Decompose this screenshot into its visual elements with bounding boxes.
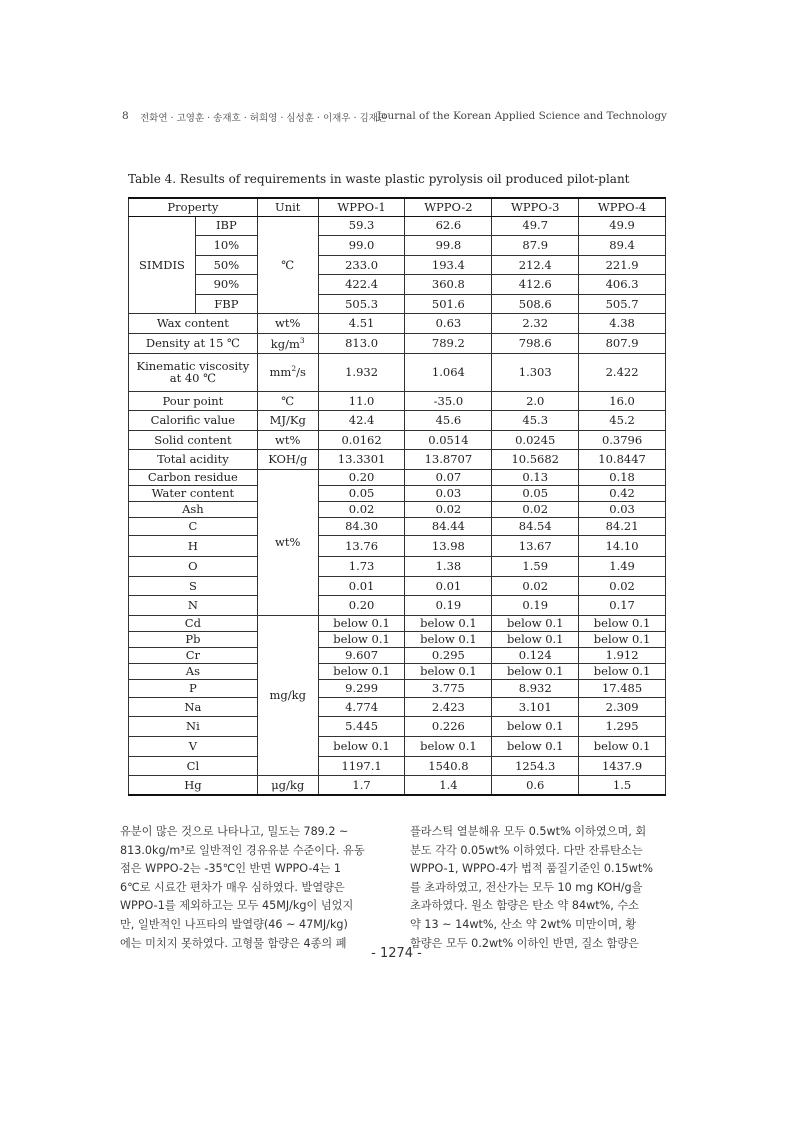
- cell: 0.3796: [579, 430, 666, 450]
- cell: 0.295: [405, 647, 492, 663]
- table-row: [129, 679, 666, 697]
- cell: 1.38: [405, 557, 492, 577]
- simdis-sub-label: 50%: [195, 255, 257, 275]
- unit-base: mm: [269, 365, 292, 380]
- table-row: [129, 255, 666, 275]
- property-label: Ash: [129, 502, 258, 518]
- cell: 1437.9: [579, 756, 666, 776]
- property-label: [129, 353, 258, 391]
- cell: 13.67: [492, 536, 579, 557]
- simdis-sub-label: 10%: [195, 236, 257, 256]
- cell: 84.44: [405, 518, 492, 536]
- cell: 3.775: [405, 679, 492, 697]
- table-row: [129, 450, 666, 470]
- cell: 422.4: [318, 275, 405, 295]
- text-line: 만, 일반적인 나프타의 발열량(46 ~ 47MJ/kg): [120, 917, 348, 931]
- cell: 0.03: [579, 502, 666, 518]
- table-row: [129, 631, 666, 647]
- text-line: 6℃로 시료간 편차가 매우 심하였다. 발열량은: [120, 880, 345, 894]
- header-property: Property: [129, 198, 258, 216]
- text-line: 약 13 ~ 14wt%, 산소 약 2wt% 미만이며, 황: [410, 917, 637, 931]
- cell: below 0.1: [579, 663, 666, 679]
- cell: 501.6: [405, 294, 492, 314]
- cell: 1.912: [579, 647, 666, 663]
- cell: 0.226: [405, 717, 492, 737]
- cell: below 0.1: [318, 631, 405, 647]
- table-row: [129, 430, 666, 450]
- cell: 0.02: [318, 502, 405, 518]
- cell: 233.0: [318, 255, 405, 275]
- cell: below 0.1: [492, 615, 579, 631]
- cell: 505.3: [318, 294, 405, 314]
- table-row: [129, 536, 666, 557]
- property-label: N: [129, 596, 258, 616]
- cell: below 0.1: [318, 737, 405, 757]
- text-line: 분도 각각 0.05wt% 이하였다. 다만 잔류탄소는: [410, 843, 643, 857]
- property-label: Carbon residue: [129, 470, 258, 486]
- cell: 13.3301: [318, 450, 405, 470]
- text-line: 를 초과하였고, 전산가는 모두 10 mg KOH/g을: [410, 880, 643, 894]
- cell: 1.064: [405, 353, 492, 391]
- table-row: [129, 470, 666, 486]
- cell: 45.3: [492, 411, 579, 431]
- header-sample: WPPO-4: [579, 198, 666, 216]
- simdis-sub-label: FBP: [195, 294, 257, 314]
- cell: 0.02: [405, 502, 492, 518]
- cell: 1.59: [492, 557, 579, 577]
- cell: 0.01: [405, 576, 492, 596]
- unit-tail: /s: [296, 365, 306, 380]
- table-row: [129, 756, 666, 776]
- table-row: [129, 647, 666, 663]
- header-sample: WPPO-2: [405, 198, 492, 216]
- cell: 0.13: [492, 470, 579, 486]
- cell: 0.07: [405, 470, 492, 486]
- table-row: [129, 717, 666, 737]
- cell: 9.299: [318, 679, 405, 697]
- cell: 59.3: [318, 216, 405, 236]
- cell: 2.0: [492, 391, 579, 411]
- cell: 0.02: [492, 502, 579, 518]
- cell: 45.2: [579, 411, 666, 431]
- property-label: Pb: [129, 631, 258, 647]
- cell: 45.6: [405, 411, 492, 431]
- table-row: [129, 776, 666, 796]
- cell: 10.5682: [492, 450, 579, 470]
- cell: 13.8707: [405, 450, 492, 470]
- property-label: Solid content: [129, 430, 258, 450]
- cell: 13.76: [318, 536, 405, 557]
- text-line: 점은 WPPO-2는 -35℃인 반면 WPPO-4는 1: [120, 862, 342, 876]
- text-line: 813.0kg/m³로 일반적인 경유유분 수준이다. 유동: [120, 843, 365, 857]
- cell: 0.6: [492, 776, 579, 796]
- cell: 1254.3: [492, 756, 579, 776]
- text-line: 플라스틱 열분해유 모두 0.5wt% 이하였으며, 회: [410, 825, 647, 838]
- cell: 0.18: [579, 470, 666, 486]
- cell: 0.05: [492, 486, 579, 502]
- cell: 807.9: [579, 334, 666, 354]
- running-header: [122, 110, 667, 128]
- cell: 84.54: [492, 518, 579, 536]
- simdis-group-label: SIMDIS: [129, 216, 196, 314]
- cell: 9.607: [318, 647, 405, 663]
- cell: 212.4: [492, 255, 579, 275]
- cell: 13.98: [405, 536, 492, 557]
- table-row: [129, 557, 666, 577]
- cell: 505.7: [579, 294, 666, 314]
- author-list: 전화연 · 고영훈 · 송재호 · 허희영 · 심성훈 · 이재우 · 김재곤: [140, 113, 388, 124]
- property-label: Na: [129, 697, 258, 717]
- property-label: Ni: [129, 717, 258, 737]
- cell: 798.6: [492, 334, 579, 354]
- table-row: [129, 697, 666, 717]
- simdis-unit: ℃: [257, 216, 318, 314]
- cell: 789.2: [405, 334, 492, 354]
- body-column-right: [410, 823, 672, 953]
- cell: below 0.1: [492, 663, 579, 679]
- text-line: WPPO-1, WPPO-4가 법적 품질기준인 0.15wt%: [410, 862, 653, 876]
- cell: below 0.1: [405, 737, 492, 757]
- cell: 11.0: [318, 391, 405, 411]
- property-label: Cr: [129, 647, 258, 663]
- cell: 5.445: [318, 717, 405, 737]
- cell: 84.21: [579, 518, 666, 536]
- header-unit: Unit: [257, 198, 318, 216]
- cell: 4.38: [579, 314, 666, 334]
- table-row: [129, 236, 666, 256]
- cell: 1.49: [579, 557, 666, 577]
- table-row: [129, 275, 666, 295]
- property-label: C: [129, 518, 258, 536]
- cell: 62.6: [405, 216, 492, 236]
- unit-cell: ℃: [257, 391, 318, 411]
- text-line: 초과하였다. 원소 함량은 탄소 약 84wt%, 수소: [410, 899, 639, 913]
- cell: 1.5: [579, 776, 666, 796]
- unit-cell: wt%: [257, 430, 318, 450]
- mg-unit: mg/kg: [257, 615, 318, 775]
- cell: below 0.1: [318, 663, 405, 679]
- cell: 2.32: [492, 314, 579, 334]
- table-row: [129, 411, 666, 431]
- property-label: Cl: [129, 756, 258, 776]
- table-row: [129, 391, 666, 411]
- cell: 2.309: [579, 697, 666, 717]
- cell: 8.932: [492, 679, 579, 697]
- cell: 2.423: [405, 697, 492, 717]
- cell: 14.10: [579, 536, 666, 557]
- table-caption: Table 4. Results of requirements in waste plastic pyrolysis oil produced pilot-plant: [128, 172, 630, 186]
- property-label: Pour point: [129, 391, 258, 411]
- cell: 0.02: [579, 576, 666, 596]
- table-row: [129, 216, 666, 236]
- cell: below 0.1: [579, 631, 666, 647]
- text-line: WPPO-1를 제외하고는 모두 45MJ/kg이 넘었지: [120, 899, 354, 913]
- cell: 0.124: [492, 647, 579, 663]
- table-row: [129, 596, 666, 616]
- header-sample: WPPO-3: [492, 198, 579, 216]
- property-label: S: [129, 576, 258, 596]
- cell: 4.774: [318, 697, 405, 717]
- cell: below 0.1: [318, 615, 405, 631]
- cell: below 0.1: [579, 615, 666, 631]
- unit-cell: μg/kg: [257, 776, 318, 796]
- cell: 0.03: [405, 486, 492, 502]
- cell: 1540.8: [405, 756, 492, 776]
- table-row: [129, 518, 666, 536]
- unit-cell: [257, 334, 318, 354]
- table-row: [129, 615, 666, 631]
- property-label: Density at 15 ℃: [129, 334, 258, 354]
- page-number: 8: [122, 110, 129, 122]
- cell: 3.101: [492, 697, 579, 717]
- table-row: [129, 486, 666, 502]
- table-row: [129, 737, 666, 757]
- simdis-sub-label: 90%: [195, 275, 257, 295]
- property-label: H: [129, 536, 258, 557]
- cell: 2.422: [579, 353, 666, 391]
- cell: below 0.1: [405, 615, 492, 631]
- property-label: Total acidity: [129, 450, 258, 470]
- cell: below 0.1: [492, 717, 579, 737]
- text-line: 유분이 많은 것으로 나타나고, 밀도는 789.2 ~: [120, 825, 349, 838]
- property-label: Water content: [129, 486, 258, 502]
- cell: 0.0245: [492, 430, 579, 450]
- cell: 10.8447: [579, 450, 666, 470]
- cell: below 0.1: [405, 663, 492, 679]
- cell: 16.0: [579, 391, 666, 411]
- label-line: Kinematic viscosity: [136, 358, 250, 373]
- unit-exponent: 3: [299, 335, 305, 345]
- cell: 0.17: [579, 596, 666, 616]
- property-label: O: [129, 557, 258, 577]
- property-label: Calorific value: [129, 411, 258, 431]
- label-line: at 40 ℃: [169, 371, 217, 386]
- table-row: [129, 294, 666, 314]
- cell: 360.8: [405, 275, 492, 295]
- unit-exponent: 2: [291, 364, 297, 374]
- cell: 1.7: [318, 776, 405, 796]
- cell: 0.05: [318, 486, 405, 502]
- journal-name: Journal of the Korean Applied Science and Technology: [377, 110, 667, 122]
- table-row: [129, 576, 666, 596]
- table-row: [129, 502, 666, 518]
- cell: 1.303: [492, 353, 579, 391]
- cell: 221.9: [579, 255, 666, 275]
- table-row: [129, 334, 666, 354]
- cell: 99.0: [318, 236, 405, 256]
- cell: below 0.1: [405, 631, 492, 647]
- cell: 42.4: [318, 411, 405, 431]
- cell: 0.20: [318, 596, 405, 616]
- unit-cell: MJ/Kg: [257, 411, 318, 431]
- property-label: P: [129, 679, 258, 697]
- cell: 87.9: [492, 236, 579, 256]
- cell: 89.4: [579, 236, 666, 256]
- cell: 1197.1: [318, 756, 405, 776]
- cell: 412.6: [492, 275, 579, 295]
- cell: 0.0162: [318, 430, 405, 450]
- cell: 1.295: [579, 717, 666, 737]
- cell: 0.02: [492, 576, 579, 596]
- property-label: V: [129, 737, 258, 757]
- header-sample: WPPO-1: [318, 198, 405, 216]
- cell: 0.19: [405, 596, 492, 616]
- cell: 0.19: [492, 596, 579, 616]
- cell: 4.51: [318, 314, 405, 334]
- body-column-left: [120, 823, 386, 953]
- table-row: [129, 314, 666, 334]
- cell: 406.3: [579, 275, 666, 295]
- unit-cell: wt%: [257, 314, 318, 334]
- property-label: Cd: [129, 615, 258, 631]
- cell: 49.9: [579, 216, 666, 236]
- results-table: [128, 197, 666, 796]
- cell: 193.4: [405, 255, 492, 275]
- unit-cell: [257, 353, 318, 391]
- cell: 0.01: [318, 576, 405, 596]
- property-label: As: [129, 663, 258, 679]
- cell: 99.8: [405, 236, 492, 256]
- cell: 0.0514: [405, 430, 492, 450]
- cell: 0.20: [318, 470, 405, 486]
- cell: 1.73: [318, 557, 405, 577]
- text-line: 에는 미치지 못하였다. 고형물 함량은 4종의 폐: [120, 936, 347, 950]
- cell: 813.0: [318, 334, 405, 354]
- unit-cell: KOH/g: [257, 450, 318, 470]
- property-label: Wax content: [129, 314, 258, 334]
- cell: below 0.1: [492, 737, 579, 757]
- text-line: 함량은 모두 0.2wt% 이하인 반면, 질소 함량은: [410, 936, 639, 950]
- table-row: [129, 663, 666, 679]
- cell: below 0.1: [579, 737, 666, 757]
- simdis-sub-label: IBP: [195, 216, 257, 236]
- page-footer: - 1274 -: [371, 946, 422, 961]
- cell: 0.63: [405, 314, 492, 334]
- cell: 508.6: [492, 294, 579, 314]
- cell: -35.0: [405, 391, 492, 411]
- cell: below 0.1: [492, 631, 579, 647]
- cell: 1.932: [318, 353, 405, 391]
- cell: 0.42: [579, 486, 666, 502]
- cell: 1.4: [405, 776, 492, 796]
- table-row: [129, 353, 666, 391]
- cell: 84.30: [318, 518, 405, 536]
- cell: 17.485: [579, 679, 666, 697]
- cell: 49.7: [492, 216, 579, 236]
- wt-unit: wt%: [257, 470, 318, 616]
- property-label: Hg: [129, 776, 258, 796]
- unit-base: kg/m: [270, 336, 300, 351]
